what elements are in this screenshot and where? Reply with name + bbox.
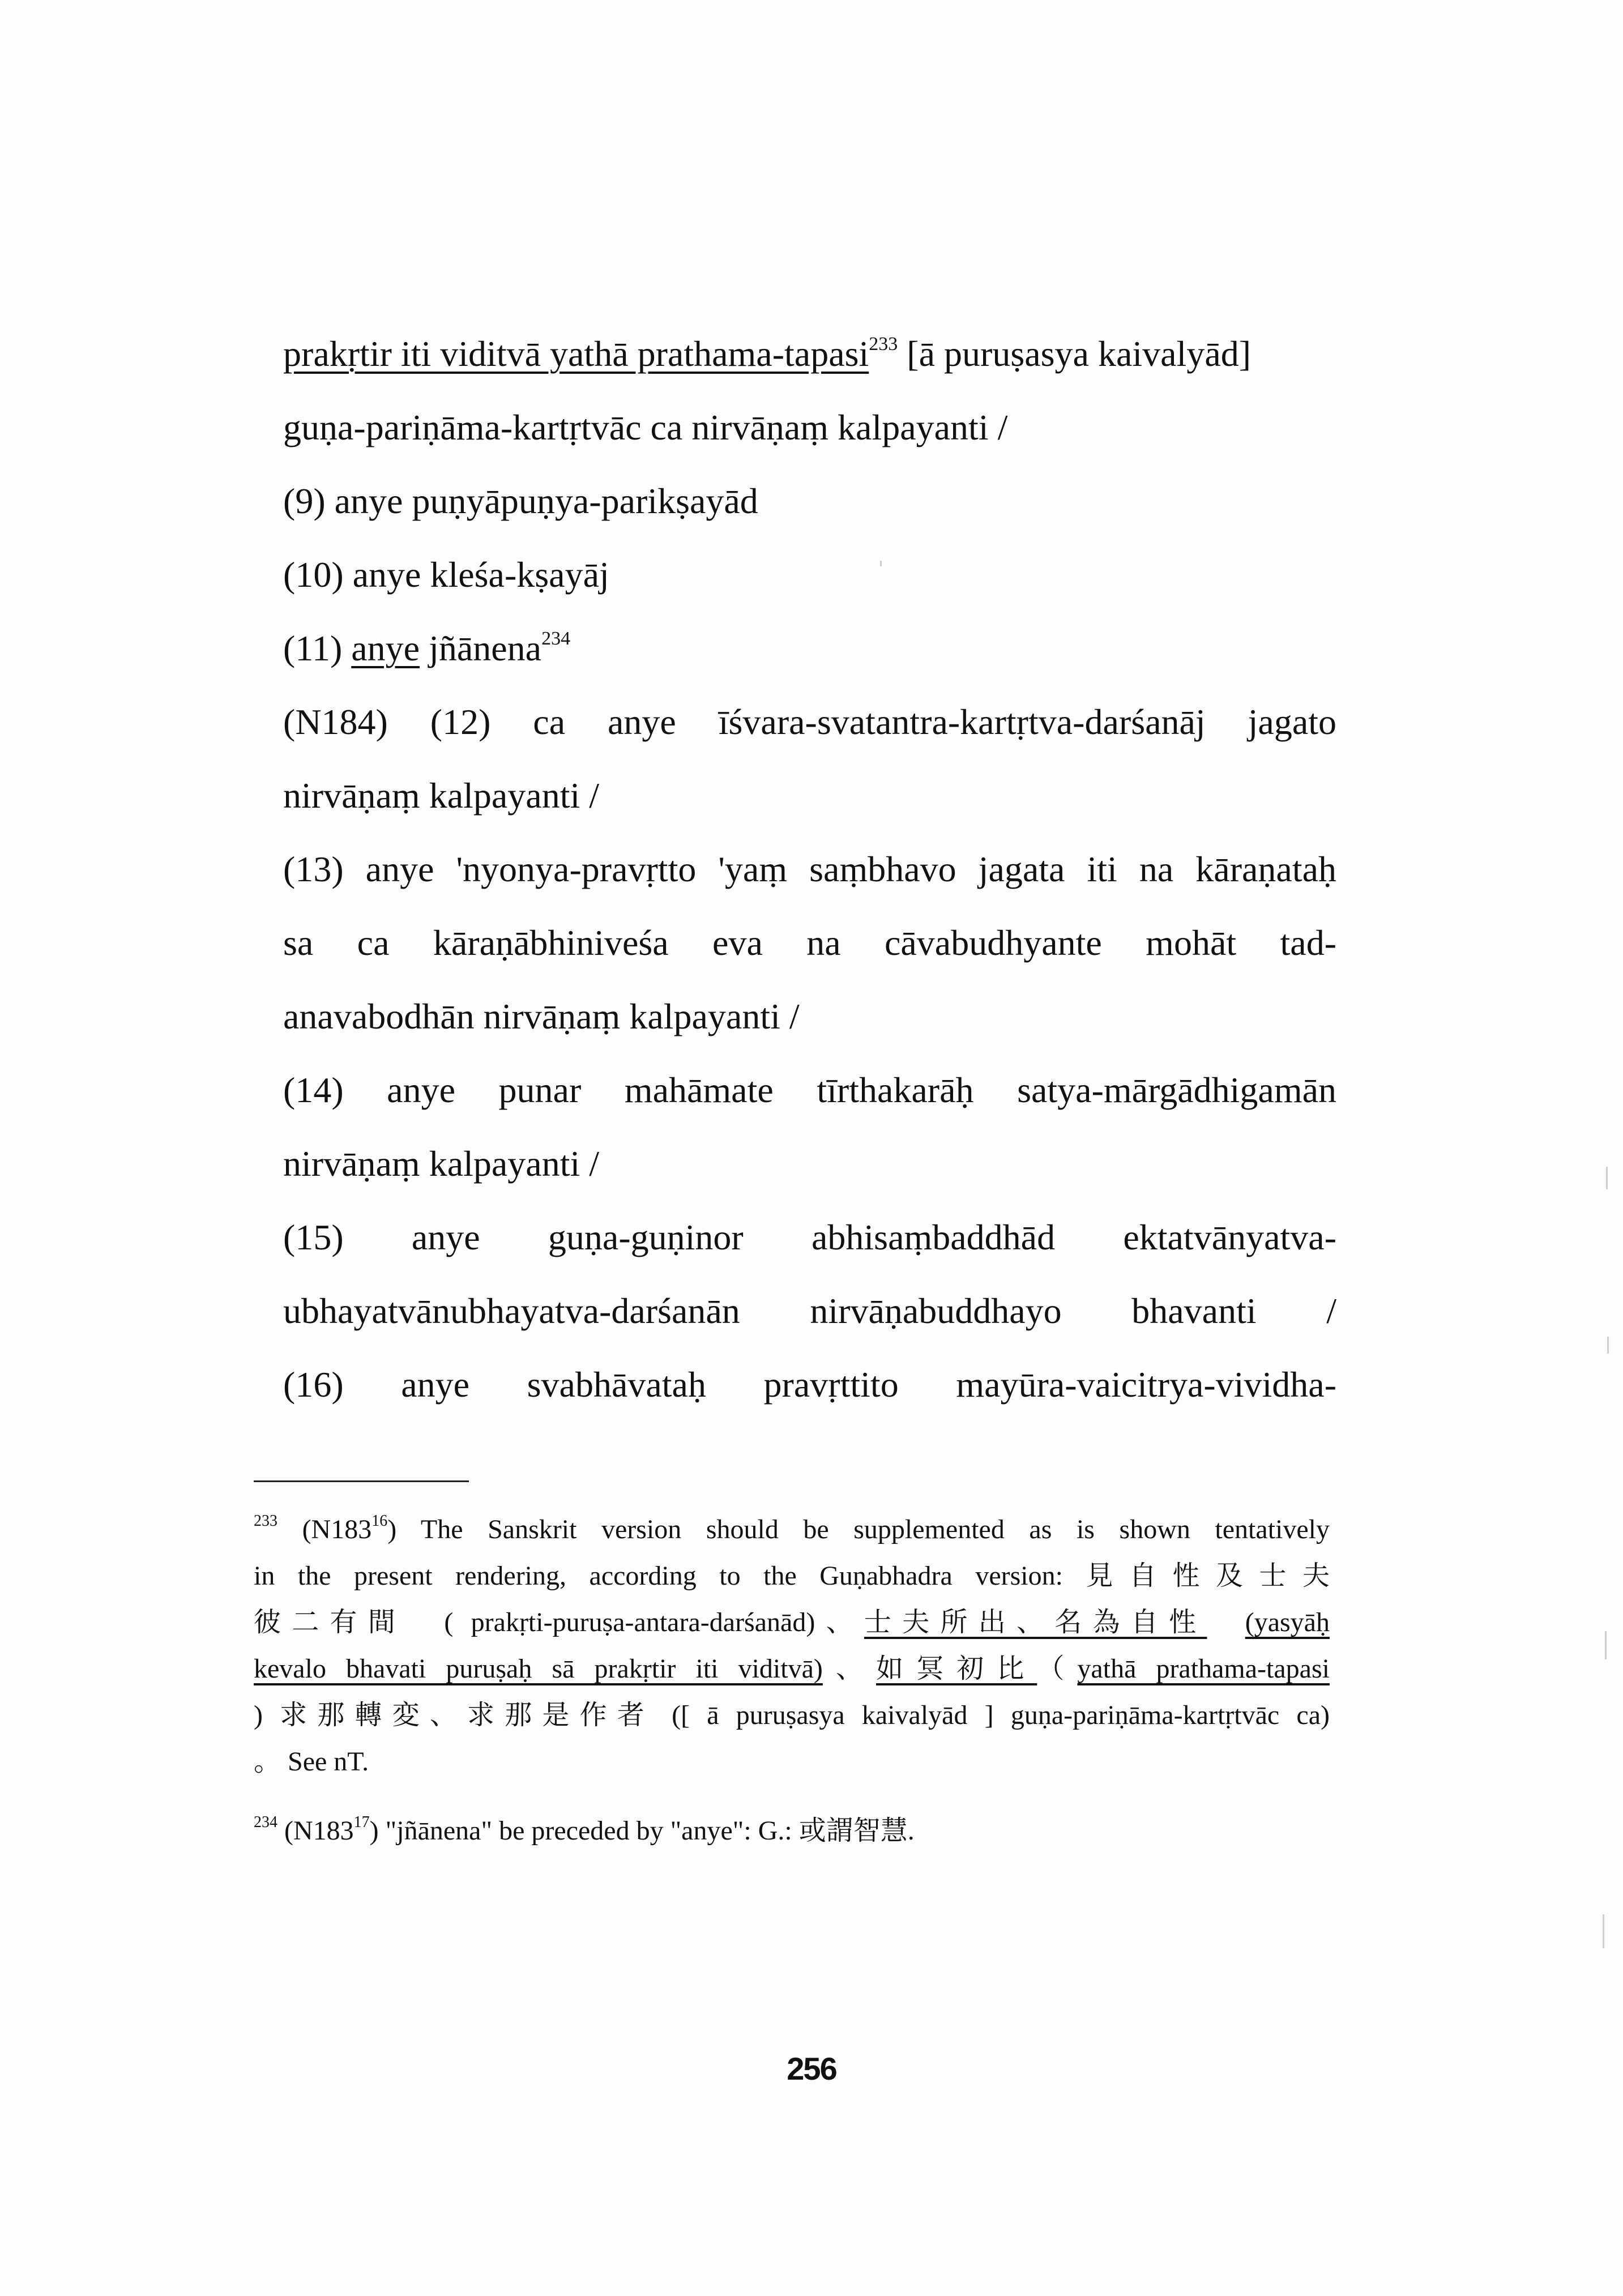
underlined-word: anye bbox=[351, 628, 420, 668]
footnote-233-line-4 bbox=[254, 1646, 1330, 1692]
footnote-ref-close: ) bbox=[387, 1514, 397, 1544]
text-line-12: nirvāṇaṃ kalpayanti / bbox=[283, 1143, 600, 1184]
text-line-3: (9) anye puṇyāpuṇya-parikṣayād bbox=[283, 481, 758, 521]
footnote-ref-234[interactable]: 234 bbox=[541, 628, 571, 649]
underlined-phrase: 士夫所出、名為自性 bbox=[864, 1607, 1207, 1637]
text-line-10: anavabodhān nirvāṇaṃ kalpayanti / bbox=[283, 996, 800, 1036]
footnote-233-line-2: in the present rendering, according to the Guṇabhadra version: 見自性及士夫 bbox=[254, 1561, 1330, 1591]
footnote-234 bbox=[254, 1808, 1330, 1854]
footnote-text: 彼二有間 ( prakṛti-puruṣa-antara-darśanād)、 bbox=[254, 1607, 864, 1637]
text-line-4: (10) anye kleśa-kṣayāj bbox=[283, 554, 609, 595]
text-line-5 bbox=[283, 612, 1336, 685]
main-text bbox=[283, 317, 1336, 1422]
text-line-2: guṇa-pariṇāma-kartṛtvāc ca nirvāṇaṃ kalpayanti / bbox=[283, 407, 1008, 447]
text-line-9: sa ca kāraṇābhiniveśa eva na cāvabudhyante mohāt tad- bbox=[283, 923, 1336, 963]
underlined-phrase: yathā prathama-tapasi bbox=[1077, 1654, 1330, 1684]
text-line-15: (16) anye svabhāvataḥ pravṛttito mayūra-vaicitrya-vividha- bbox=[283, 1364, 1336, 1405]
scan-speck bbox=[1606, 1167, 1608, 1189]
text-line-8: (13) anye 'nyonya-pravṛtto 'yaṃ saṃbhavo jagata iti na kāraṇataḥ bbox=[283, 849, 1336, 889]
footnote-text: The Sanskrit version should be supplemented as is shown tentatively bbox=[396, 1514, 1330, 1544]
footnote-number: 233 bbox=[254, 1512, 277, 1530]
page-number: 256 bbox=[787, 2051, 836, 2086]
text-span: jñānena bbox=[420, 628, 542, 668]
text-line-1 bbox=[283, 317, 1336, 391]
underlined-phrase: kevalo bhavati puruṣaḥ sā prakṛtir iti viditvā) bbox=[254, 1654, 823, 1684]
text-line-6: (N184) (12) ca anye īśvara-svatantra-kartṛtva-darśanāj jagato bbox=[283, 702, 1336, 742]
underlined-phrase: prakṛtir iti viditvā yathā prathama-tapasi bbox=[283, 334, 869, 374]
footnote-ref-close: ) bbox=[369, 1816, 379, 1846]
scan-speck bbox=[1603, 1914, 1604, 1948]
footnotes bbox=[254, 1507, 1330, 1854]
footnote-text: "jñānena" be preceded by "anye": G.: 或謂智慧. bbox=[378, 1816, 915, 1846]
underlined-phrase: 如冥初比 bbox=[876, 1654, 1037, 1684]
footnote-text: （ bbox=[1037, 1654, 1078, 1684]
footnote-ref-sup: 17 bbox=[353, 1813, 370, 1831]
footnote-number: 234 bbox=[254, 1813, 277, 1831]
footnote-text: 、 bbox=[822, 1654, 877, 1684]
scan-speck bbox=[1607, 1337, 1609, 1354]
text-line-7: nirvāṇaṃ kalpayanti / bbox=[283, 775, 600, 816]
footnote-233-line-5: ) 求那轉変、求那是作者 ([ ā puruṣasya kaivalyād ] guṇa-pariṇāma-kartṛtvāc ca) bbox=[254, 1700, 1330, 1730]
scan-speck bbox=[880, 561, 882, 566]
footnote-text bbox=[1207, 1607, 1245, 1637]
footnote-ref: (N183 bbox=[302, 1514, 372, 1544]
footnote-gap bbox=[254, 1785, 1330, 1808]
text-line-11: (14) anye punar mahāmate tīrthakarāḥ satya-mārgādhigamān bbox=[283, 1070, 1336, 1110]
footnote-ref-233[interactable]: 233 bbox=[869, 334, 898, 355]
footnote-233-line-3 bbox=[254, 1599, 1330, 1646]
underlined-phrase: (yasyāḥ bbox=[1245, 1607, 1330, 1637]
footnote-divider bbox=[254, 1480, 469, 1482]
text-line-14: ubhayatvānubhayatva-darśanān nirvāṇabuddhayo bhavanti / bbox=[283, 1291, 1336, 1331]
text-line-13: (15) anye guṇa-guṇinor abhisaṃbaddhād ektatvānyatva- bbox=[283, 1217, 1336, 1257]
footnote-233 bbox=[254, 1507, 1330, 1785]
text-span: (11) bbox=[283, 628, 352, 668]
scan-speck bbox=[1605, 1631, 1607, 1659]
text-span: [ā puruṣasya kaivalyād] bbox=[898, 334, 1252, 374]
footnote-233-line-6: 。 See nT. bbox=[254, 1747, 369, 1777]
footnote-234-line-1 bbox=[254, 1808, 1330, 1854]
footnote-233-line-1 bbox=[254, 1507, 1330, 1553]
footnote-ref: (N183 bbox=[284, 1816, 354, 1846]
footnote-ref-sup: 16 bbox=[371, 1512, 388, 1530]
